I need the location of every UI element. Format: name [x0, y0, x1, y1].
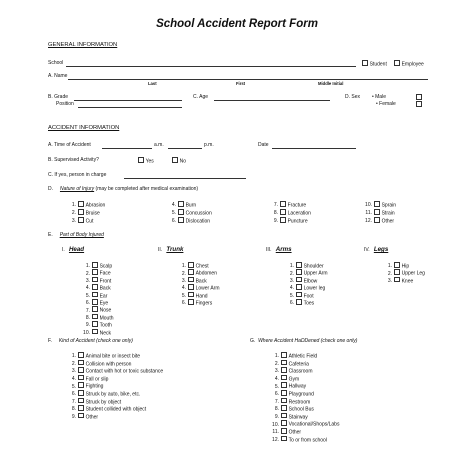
item-label: Cut: [85, 218, 94, 225]
item-number: 3.: [289, 278, 294, 285]
form-title: School Accident Report Form: [156, 18, 318, 30]
injury-label: Nature of Injury: [59, 186, 95, 192]
school-label: School: [48, 60, 64, 66]
item-number: 1.: [387, 263, 392, 270]
checkbox[interactable]: [92, 306, 98, 312]
checkbox[interactable]: [188, 299, 194, 305]
item-label: Tooth: [99, 322, 112, 329]
last-label: Last: [148, 81, 157, 86]
item-label: Struck by auto, bike, etc.: [85, 391, 141, 398]
item-label: School Bus: [288, 406, 314, 413]
item-label: Fall or slip: [85, 376, 109, 383]
grade-label: B. Grade: [48, 94, 69, 100]
checkbox[interactable]: [296, 277, 302, 283]
checkbox[interactable]: [188, 284, 194, 290]
age-field[interactable]: [214, 100, 330, 101]
item-number: 1.: [85, 263, 90, 270]
item-number: 2.: [181, 270, 186, 277]
item-number: 1.: [71, 202, 76, 209]
yes-checkbox[interactable]: [138, 157, 144, 163]
item-number: 7.: [71, 398, 76, 405]
time-pm-field[interactable]: [168, 148, 202, 149]
checkbox[interactable]: [296, 292, 302, 298]
item-label: Other: [85, 414, 99, 421]
item-label: Neck: [99, 329, 111, 336]
checkbox[interactable]: [280, 209, 286, 215]
no-checkbox[interactable]: [172, 157, 178, 163]
item-number: 5.: [289, 292, 294, 299]
item-label: Back: [99, 285, 111, 292]
age-label: C. Age: [193, 94, 209, 100]
item-label: Mouth: [99, 315, 114, 322]
group-number: II.: [158, 247, 167, 253]
item-label: Foot: [303, 292, 314, 299]
body-heading: [48, 232, 104, 238]
employee-label: Employee: [401, 61, 424, 68]
body-item-head-neck[interactable]: [80, 329, 111, 337]
item-label: Fighting: [85, 383, 104, 390]
checkbox[interactable]: [374, 201, 380, 207]
item-number: 2.: [71, 210, 76, 217]
item-label: Dislocation: [185, 218, 211, 225]
item-label: Classroom: [288, 368, 313, 375]
kind-heading: [48, 338, 133, 344]
item-label: Chest: [195, 263, 209, 270]
item-label: Hand: [195, 292, 208, 299]
item-label: Abdomen: [195, 270, 217, 277]
item-label: Upper Leg: [401, 270, 425, 277]
group-title: Arms: [275, 246, 292, 253]
item-number: 3.: [71, 368, 76, 375]
item-number: 6.: [71, 391, 76, 398]
item-label: Front: [99, 278, 112, 285]
item-label: Collision with person: [85, 360, 132, 367]
injury-heading: [48, 186, 198, 192]
checkbox[interactable]: [188, 277, 194, 283]
item-label: Contact with hot or toxic substance: [85, 368, 164, 375]
item-number: 8.: [85, 315, 90, 322]
item-number: 5.: [171, 210, 176, 217]
item-number: 11.: [365, 210, 372, 217]
item-label: Nose: [99, 307, 112, 314]
checkbox[interactable]: [281, 352, 287, 358]
checkbox[interactable]: [178, 217, 184, 223]
checkbox[interactable]: [281, 398, 287, 404]
item-number: 12.: [365, 218, 372, 225]
item-label: Fracture: [287, 202, 307, 209]
checkbox[interactable]: [296, 262, 302, 268]
injury-note: (may be completed after medical examination): [95, 186, 199, 192]
item-label: Bruise: [85, 210, 100, 217]
item-number: 12.: [272, 436, 279, 443]
checkbox[interactable]: [78, 398, 84, 404]
checkbox[interactable]: [281, 375, 287, 381]
item-number: 1.: [181, 263, 186, 270]
body-group-trunk: [158, 246, 183, 254]
item-number: 7.: [273, 202, 278, 209]
item-number: 9.: [274, 414, 279, 421]
item-number: 10.: [272, 421, 279, 428]
checkbox[interactable]: [92, 299, 98, 305]
checkbox[interactable]: [374, 217, 380, 223]
item-number: 4.: [274, 376, 279, 383]
item-number: 8.: [71, 406, 76, 413]
supervised-label: B. Supervised Activity?: [48, 157, 99, 163]
checkbox[interactable]: [374, 209, 380, 215]
item-number: 2.: [85, 270, 90, 277]
checkbox[interactable]: [281, 428, 287, 434]
item-number: 4.: [289, 285, 294, 292]
item-number: 6.: [289, 300, 294, 307]
item-number: 5.: [71, 383, 76, 390]
where-heading: [250, 338, 357, 344]
item-number: 6.: [171, 218, 176, 225]
item-label: Eye: [99, 300, 109, 307]
yes-option[interactable]: [138, 157, 154, 164]
item-number: 9.: [273, 218, 278, 225]
checkbox[interactable]: [281, 413, 287, 419]
checkbox[interactable]: [394, 269, 400, 275]
item-label: Stairway: [288, 414, 308, 421]
school-field[interactable]: [66, 66, 356, 67]
checkbox[interactable]: [281, 360, 287, 366]
injury-item-other[interactable]: [362, 217, 394, 225]
date-label: Date: [258, 142, 269, 148]
item-label: Ear: [99, 292, 108, 299]
item-number: 6.: [181, 300, 186, 307]
group-number: IV.: [364, 247, 374, 253]
item-label: Playground: [288, 391, 314, 398]
body-prefix: E.: [48, 232, 53, 238]
first-label: First: [236, 81, 246, 86]
middle-initial-label: Middle Initial: [318, 81, 344, 86]
student-label: Student: [369, 61, 387, 68]
checkbox[interactable]: [92, 262, 98, 268]
injury-item-dislocation[interactable]: [166, 217, 210, 225]
checkbox[interactable]: [188, 269, 194, 275]
item-label: Strain: [381, 210, 395, 217]
kind-label: Kind of Accident (check one only): [58, 338, 133, 344]
checkbox[interactable]: [178, 209, 184, 215]
item-label: Vocational/Shops/Labs: [288, 421, 340, 428]
item-number: 3.: [71, 218, 76, 225]
checkbox[interactable]: [78, 201, 84, 207]
item-number: 3.: [387, 278, 392, 285]
group-title: Legs: [373, 246, 389, 253]
item-number: 7.: [274, 398, 279, 405]
position-field[interactable]: [78, 107, 182, 108]
item-label: Hip: [401, 263, 410, 270]
item-number: 4.: [171, 202, 176, 209]
item-label: Upper Arm: [303, 270, 328, 277]
checkbox[interactable]: [281, 420, 287, 426]
item-number: 10.: [83, 329, 90, 336]
name-label: A. Name: [48, 73, 68, 79]
where-item-12[interactable]: [268, 436, 327, 444]
item-number: 1.: [274, 353, 279, 360]
sex-label: D. Sex: [345, 94, 361, 100]
checkbox[interactable]: [92, 314, 98, 320]
item-label: Burn: [185, 202, 197, 209]
item-label: Abrasion: [85, 202, 106, 209]
checkbox[interactable]: [296, 284, 302, 290]
checkbox[interactable]: [280, 201, 286, 207]
checkbox[interactable]: [281, 436, 287, 442]
pm-label: p.m.: [204, 142, 214, 148]
female-option[interactable]: • Female: [376, 101, 396, 107]
checkbox[interactable]: [78, 360, 84, 366]
injury-prefix: D.: [48, 186, 53, 192]
item-label: Other: [288, 429, 302, 436]
checkbox[interactable]: [78, 382, 84, 388]
checkbox[interactable]: [188, 262, 194, 268]
checkbox[interactable]: [92, 292, 98, 298]
checkbox[interactable]: [92, 277, 98, 283]
checkbox[interactable]: [92, 321, 98, 327]
item-label: Other: [381, 218, 395, 225]
item-number: 2.: [71, 360, 76, 367]
item-label: Elbow: [303, 278, 318, 285]
checkbox[interactable]: [394, 262, 400, 268]
checkbox[interactable]: [281, 367, 287, 373]
item-number: 8.: [274, 406, 279, 413]
in-charge-field[interactable]: [124, 178, 246, 179]
name-field[interactable]: [68, 79, 428, 80]
item-label: Restroom: [288, 398, 311, 405]
position-label: Position: [56, 101, 74, 107]
item-number: 6.: [274, 391, 279, 398]
body-item-arms-toes[interactable]: [284, 299, 314, 307]
checkbox[interactable]: [78, 209, 84, 215]
checkbox[interactable]: [92, 269, 98, 275]
time-label: A. Time of Accident: [48, 142, 91, 148]
body-item-legs-knee[interactable]: [382, 277, 413, 285]
no-label: No: [179, 158, 186, 165]
item-label: Knee: [401, 278, 414, 285]
body-group-legs: [364, 246, 388, 254]
checkbox[interactable]: [78, 405, 84, 411]
checkbox[interactable]: [281, 390, 287, 396]
item-number: 8.: [273, 210, 278, 217]
item-number: 4.: [71, 376, 76, 383]
male-option[interactable]: • Male: [372, 94, 386, 100]
group-number: I.: [62, 247, 69, 253]
checkbox[interactable]: [296, 269, 302, 275]
yes-label: Yes: [145, 158, 154, 165]
item-label: To or from school: [288, 436, 327, 443]
checkbox[interactable]: [78, 217, 84, 223]
item-label: Toes: [303, 300, 315, 307]
item-label: Face: [99, 270, 111, 277]
where-label: Where Accident HaDDened (check one only): [258, 338, 358, 344]
date-field[interactable]: [272, 148, 356, 149]
item-label: Shoulder: [303, 263, 324, 270]
student-option[interactable]: [362, 60, 387, 67]
checkbox[interactable]: [78, 352, 84, 358]
kind-item-9[interactable]: [66, 413, 98, 421]
item-label: Scalp: [99, 263, 113, 270]
checkbox[interactable]: [281, 382, 287, 388]
accident-info-heading: ACCIDENT INFORMATION: [48, 125, 120, 131]
item-label: Student collided with object: [85, 406, 147, 413]
item-number: 6.: [85, 300, 90, 307]
item-number: 1.: [289, 263, 294, 270]
body-item-trunk-fingers[interactable]: [176, 299, 212, 307]
group-number: III.: [266, 247, 276, 253]
am-label: a.m.: [154, 142, 164, 148]
item-label: Sprain: [381, 202, 397, 209]
checkbox[interactable]: [92, 329, 98, 335]
general-info-heading: GENERAL INFORMATION: [48, 42, 118, 48]
injury-item-puncture[interactable]: [268, 217, 308, 225]
checkbox[interactable]: [188, 292, 194, 298]
no-option[interactable]: [172, 157, 186, 164]
body-group-head: [62, 246, 84, 254]
checkbox[interactable]: [78, 413, 84, 419]
item-label: Lower Arm: [195, 285, 220, 292]
male-label: Male: [375, 94, 386, 100]
item-number: 9.: [85, 322, 90, 329]
item-number: 5.: [181, 292, 186, 299]
female-label: Female: [379, 101, 396, 107]
checkbox[interactable]: [92, 284, 98, 290]
item-number: 5.: [274, 383, 279, 390]
body-label: Part of Body Injured: [59, 232, 104, 238]
item-label: Puncture: [287, 218, 308, 225]
checkbox[interactable]: [78, 390, 84, 396]
item-label: Lower leg: [303, 285, 326, 292]
checkbox[interactable]: [178, 201, 184, 207]
checkbox[interactable]: [280, 217, 286, 223]
female-checkbox[interactable]: [416, 101, 422, 107]
item-number: 9.: [71, 414, 76, 421]
item-number: 2.: [274, 360, 279, 367]
item-label: Cafeteria: [288, 360, 309, 367]
checkbox[interactable]: [281, 405, 287, 411]
item-number: 2.: [289, 270, 294, 277]
item-number: 10.: [365, 202, 372, 209]
item-number: 4.: [85, 285, 90, 292]
item-number: 3.: [85, 278, 90, 285]
item-number: 3.: [274, 368, 279, 375]
checkbox[interactable]: [78, 375, 84, 381]
item-label: Laceration: [287, 210, 311, 217]
where-prefix: G.: [250, 338, 256, 344]
checkbox[interactable]: [394, 277, 400, 283]
item-label: Back: [195, 278, 207, 285]
in-charge-label: C. If yes, person in charge: [48, 172, 107, 178]
group-title: Trunk: [166, 246, 184, 253]
item-label: Fingers: [195, 300, 213, 307]
employee-checkbox[interactable]: [394, 60, 400, 66]
item-label: Hallway: [288, 383, 307, 390]
item-label: Athletic Field: [288, 353, 318, 360]
male-checkbox[interactable]: [416, 94, 422, 100]
checkbox[interactable]: [78, 367, 84, 373]
item-number: 5.: [85, 292, 90, 299]
injury-item-cut[interactable]: [66, 217, 93, 225]
student-checkbox[interactable]: [362, 60, 368, 66]
time-am-field[interactable]: [102, 148, 152, 149]
body-group-arms: [266, 246, 292, 254]
kind-prefix: F.: [48, 338, 52, 344]
item-label: Animal bite or insect bite: [85, 353, 141, 360]
item-number: 1.: [71, 353, 76, 360]
item-number: 11.: [272, 429, 279, 436]
item-number: 2.: [387, 270, 392, 277]
item-label: Struck by object: [85, 398, 122, 405]
grade-field[interactable]: [74, 100, 182, 101]
item-label: Gym: [288, 376, 300, 383]
item-number: 7.: [85, 307, 90, 314]
item-label: Concussion: [185, 210, 212, 217]
item-number: 4.: [181, 285, 186, 292]
employee-option[interactable]: [394, 60, 424, 67]
item-number: 3.: [181, 278, 186, 285]
checkbox[interactable]: [296, 299, 302, 305]
group-title: Head: [68, 246, 85, 253]
